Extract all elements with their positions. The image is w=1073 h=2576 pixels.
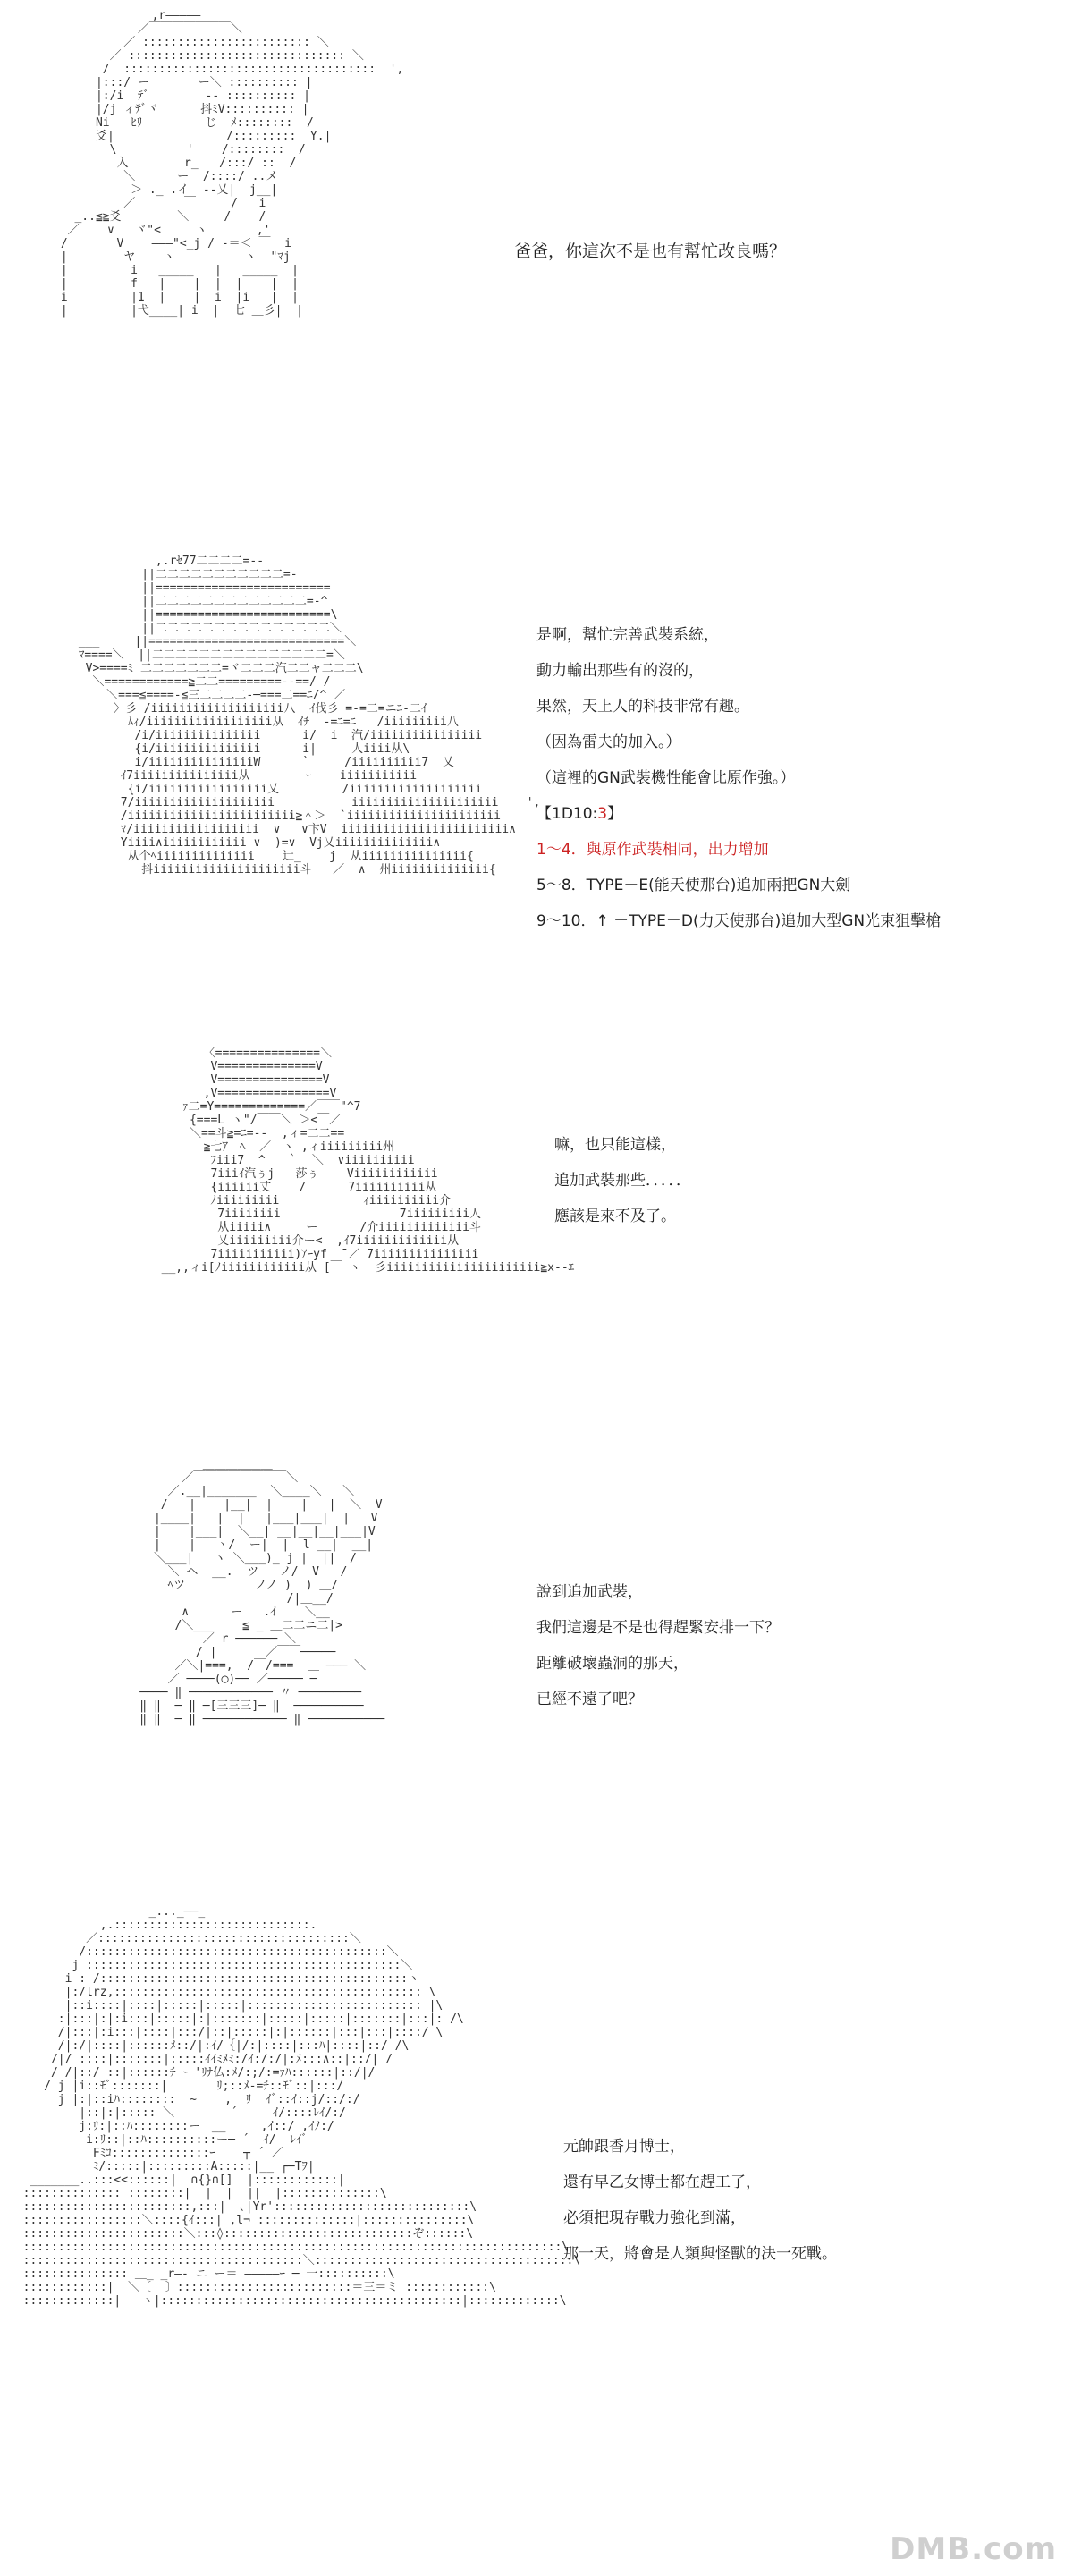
ascii-art-ray: ,.rｾ77二二二二=‐- ||二二二二二二二二二二二=- ||========================= ||二二二二二二二二二二二二二=‐^ ||=========================\ ||二二二二二二二二二二二二二二二＼ ___ ||============================＼ ﾏ====＼ ||二二二二二二二二二二二二二二二=＼ V>====ﾐ 二二二二二二二=ヾ二二二汽二二ャ二二二\ ＼============≧二二=========--==/ / ＼===≦====-≦三二二二二-─===二==ﾆ/^ ／ 〉彡 /iiiiiiiiiiiiiiiiiii八 ｲ伐彡 =-=二=ニﾆ-二ｲ ﾑｨ/iiiiiiiiiiiiiiiiii从 ｲﾁ -=ﾆ=ﾆ /iiiiiiiii八 /i/iiiiiiiiiiiiiii i/ i 汽/iiiiiiiiiiiiiiii {i/iiiiiiiiiiiiiii i| 人iiii从\ i/iiiiiiiiiiiiiiiW ` /iiiiiiiiii7 乂 ｲ7iiiiiiiiiiiiiii从 ｰ iiiiiiiiiii {i/iiiiiiiiiiiiiiiii乂 /iiiiiiiiiiiiiiiiiii 7/iiiiiiiiiiiiiiiiiiii iiiiiiiiiiiiiiiiiiiii ', /iiiiiiiiiiiiiiiiiiiiiiii≧＾＞ `iiiiiiiiiiiiiiiiiiiiii ﾏ/iiiiiiiiiiiiiiiiii ∨ ∨卞V iiiiiiiiiiiiiiiiiiiiiiii∧ Yiiii∧iiiiiiiiiiii ∨ )=∨ Vj乂iiiiiiiiiiiiii∧ 从个ﾍiiiiiiiiiiiiii 辷_ j 从iiiiiiiiiiiiiii{ 抖iiiiiiiiiiiiiiiiiiiii斗 ／ ∧ 州iiiiiiiiiiiiii{ [78, 555, 541, 877]
dialog-line: 必須把現存戰力強化到滿， [563, 2209, 746, 2227]
dice-roll: 【1D10:3】 [536, 805, 623, 823]
dialog-line: 爸爸，你這次不是也有幫忙改良嗎？ [514, 242, 787, 261]
ascii-art-father: ,r――――― ／￣￣￣￣￣￣￣＼ ／ :::::::::::::::::::::::: ＼ ／ ::::::::::::::::::::::::::::::: ＼ / :::::::::::::::::::::::::::::::::::: ', |:::/ ー ー＼ :::::::::: | |:/i ﾃﾞ -‐ :::::::::: | |/j ィﾃﾞヾ 抖ﾐV:::::::::: | Ni ﾋﾘ じ ﾒ:::::::: / 爻| /::::::::: Y.| \ ' /:::::::: / 入 r_ /:::/ :: / ＼ ー /::::/ ..メ ＞ ._ .イ --乂| j__| ／ ￣ / i _..≦≧爻 ＼ / / ／ ∨ ヾ"< ヽ ,' / V ―――"<_j / ‐＝＜ ￣ i | ヤ ヽ ヽ "ﾏj | i _____ | _____ | | f | | | | | | i |1 | | i |i | | | |弋____| i | 七 ＿彡| | [60, 9, 404, 318]
dialog-line: （這裡的GN武裝機性能會比原作強。） [536, 769, 796, 787]
dialog-line: 9～10．↑ ＋TYPE－D(力天使那台)追加大型GN光束狙擊槍 [536, 912, 942, 930]
dialog-line: 是啊，幫忙完善武裝系統， [536, 626, 719, 644]
dialog-line: 還有早乙女博士都在趕工了， [563, 2174, 761, 2191]
panel-4 [0, 1449, 1073, 1896]
dialog-box [536, 1574, 780, 1717]
panel-3 [0, 1038, 1073, 1449]
dialog-line: 那一天，將會是人類與怪獸的決一死戰。 [563, 2245, 837, 2263]
dialog-line: 嘛，也只能這樣， [554, 1136, 676, 1154]
dialog-line: 元帥跟香月博士， [563, 2138, 685, 2156]
dialog-line: 我們這邊是不是也得趕緊安排一下？ [536, 1619, 780, 1637]
dialog-box [536, 617, 941, 939]
ascii-art-girl: _..._──_ ,.::::::::::::::::::::::::::::. ／::::::::::::::::::::::::::::::::::::＼ /:::::::::::::::::::::::::::::::::::::::::::＼ j :::::::::::::::::::::::::::::::::::::::::::::＼ i : /::::::::::::::::::::::::::::::::::::::::::::ヽ |:/lrz,:::::::::::::::::::::::::::::::::::::::::::: \ |::i::::|::::|:::::|:::::|::::::::::::::::::::::::: |\ :|:::|:|:i:::|:::::|:|:::::::|:::::|:::::|:::::::|:::|: /\ /|:::|:i:::|::::|:::/|::|:::::|:|::::::|:::|:::|::::/ \ /|:/|::::|::::::ﾒ::/|:ｲ/｛|/:|::::|:::ﾊ|::::|::/ /\ /|/ ::::|:::::::|:::::ｲｲﾐﾒﾐ:/ｲ:/:/|:ﾒ:::∧::|::/| / / /|::/ ::|::::::ﾁ ー'ﾘﾅ仏:ﾒ/:;/:=ｧﾊ::::::|::/|/ / j |i::ﾓﾞ:::::::| ﾘ;::ﾒ‐=ﾁ::ﾓﾞ::|:::/ j |:|::iﾊ:::::::: ~ , ﾘ ｲﾞ::ｲ::j/::/:/ |::|:|::::: ＼ ´ ｲ/::::ﾚｲ/:/ j:ﾘ:|::ﾊ::::::::ー＿__ ,ｲ::/ ,ｲﾉ:/ i:ﾘ::|::ﾊ::::::::::ー─ ´ ｲ/ ﾚｲﾞ Fﾐｺ::::::::::::::ｰ ┬ ´ ／ ﾐ/:::::|:::::::::A:::::|__ ┌─Tｦ| _______..:::<<::::::| ∩{}∩[] |::::::::::::| :::::::::::::: ::::::::| | | || |::::::::::::::\ ::::::::::::::::::::::::,:::| ､|Yr'::::::::::::::::::::::::::::\ :::::::::::::::::＼::::{ｲ:::| ,l¬ ::::::::::::::|:::::::::::::::\ :::::::::::::::::::::::＼:::◊:::::::::::::::::::::::::::ぞ::::::\ :::::::::::::::::::::::::::::::::::::::::::::::::::::::::::::::::::::::::::::\ ::::::::::::::::::::::::::::::::::::::::＼:::::::::::::::::::::::::::::::::::::\ ::::::::::::::: ＿_ _r―‐ ニ ー＝ ―――――ｰ ─ 一::::::::::\ ::::::::::::| ＼〔 〕:::::::::::::::::::::::::＝三＝ミ ::::::::::::\ :::::::::::::| ヽ|:::::::::::::::::::::::::::::::::::::::::::|:::::::::::::\ [22, 1905, 581, 2308]
dialog-line: 已經不遠了吧？ [536, 1690, 643, 1708]
dialog-line: 說到追加武裝， [536, 1583, 643, 1601]
ascii-art-protagonist: ＿＿＿＿＿＿ ／￣￣￣￣￣￣￣￣＼ ／.__|_______ ＼____＼ ＼ / | |__| | | | ＼ V |____| | | |___|___| | V | |___| ＼__| __|__|__|___|V | | ヽ/ ー| | l __| __| ＼___| ヽ ＼___)_ j | || / ＼ ヘ __. ツ ノ/ V / ﾍツ ノノ ) ) ＿/ /|＿__/ ∧ ー .ｲ ＼__ /＼___ ≦ _ ＿二二ニ二|> ／ r ────── ＼ / | ／￣￣───── ／＼|===, /￣/=== ＿ ─── ＼ ／ ────(◯)── ／───── ─ ──── ‖ ──────────── 〃 ───────── ‖ ‖ ─ ‖ ─[三三三]─ ‖ ────────── ‖ ‖ ─ ‖ ──────────── ‖ ─────────── [139, 1458, 385, 1726]
watermark-logo: DMB.com [890, 2531, 1057, 2567]
panel-5 [0, 1896, 1073, 2576]
dialog-line: （因為雷夫的加入。） [536, 733, 681, 751]
ascii-art-ray-2: 〈===============＼ V==============V V===============V ,V================V ｧ二=Y=============／￣￣"^7 {===L ヽ"/￣￣＼ ＞<￣／ ＼==斗≧=ﾆ=-- ,ィ=二二== ≧七ｱ￣ﾍ ／￣ヽ ,ィiiiiiiiii州 ﾌiii7 ^ ｀ ＼ ∨iiiiiiiiii 7iiiｲ汽ぅj 莎ぅ Viiiiiiiiiiii {iiiiii丈 / 7iiiiiiiiii从 ﾉiiiiiiiii ｨiiiiiiiiii介 7iiiiiiii 7iiiiiiiii人 从iiiii∧ ー /介iiiiiiiiiiiii斗 乂iiiiiiiii介ー< ,ｲ7iiiiiiiiiiiii从 7iiiiiiiiiii)ｱｰyf ̄ ／ 7iiiiiiiiiiiiiii __,,ィi[ﾉiiiiiiiiiiii从 [￣ ヽ 彡iiiiiiiiiiiiiiiiiiiiii≧x--ｴ [161, 1046, 575, 1275]
panel-1 [0, 0, 1073, 537]
dialog-line: 動力輸出那些有的沒的， [536, 662, 704, 680]
dialog-box [554, 1127, 691, 1234]
dialog-line: 追加武裝那些．．．．． [554, 1172, 691, 1190]
panel-2 [0, 537, 1073, 1038]
dialog-line: 5～8．TYPE－E(能天使那台)追加兩把GN大劍 [536, 877, 851, 894]
dialog-line: 距離破壞蟲洞的那天， [536, 1655, 689, 1673]
dialog-box [514, 240, 786, 264]
dialog-line: 應該是來不及了。 [554, 1208, 676, 1225]
dialog-line: 果然，天上人的科技非常有趣。 [536, 698, 749, 716]
dice-option-highlighted: 1～4．與原作武裝相同，出力增加 [536, 841, 769, 859]
dialog-box [563, 2129, 837, 2272]
